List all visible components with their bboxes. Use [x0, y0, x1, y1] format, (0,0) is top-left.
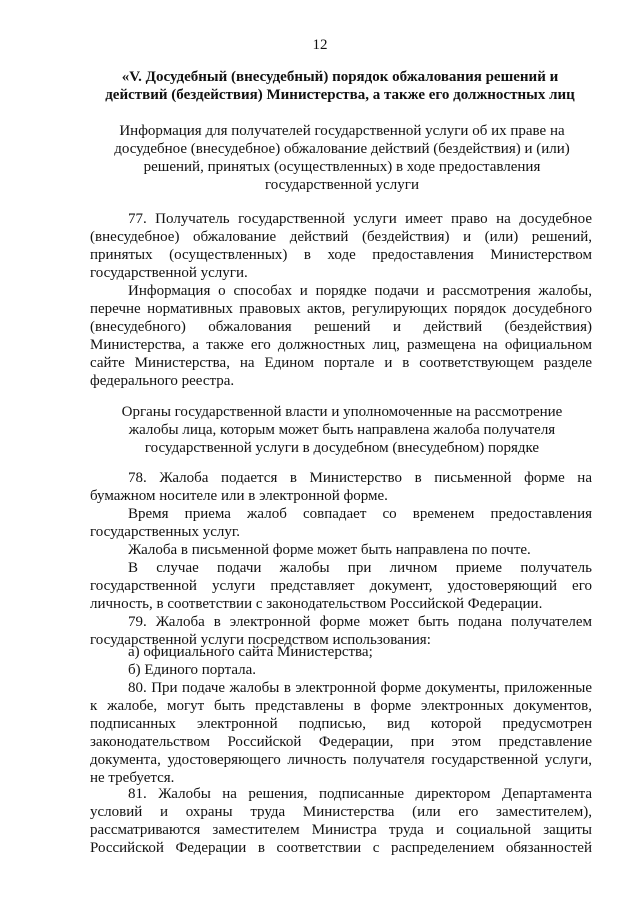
paragraph-79-option-a [90, 643, 592, 661]
paragraph-81 [90, 785, 592, 857]
paragraph-line: Министерства, а также его должностных лиц, размещена на официальном [90, 337, 592, 353]
paragraph-line: рассматриваются заместителем Министра труда и социальной защиты [90, 822, 592, 838]
paragraph-line: принятых (осуществленных) в ходе предоставления Министерством [90, 247, 592, 263]
paragraph-line: 79. Жалоба в электронной форме может быть подана получателем [128, 614, 592, 630]
paragraph-80 [90, 679, 592, 787]
section-title-line: «V. Досудебный (внесудебный) порядок обжалования решений и [121, 69, 559, 85]
paragraph-line: Информация о способах и порядке подачи и рассмотрения жалобы, [128, 283, 592, 299]
subheading-line: досудебное (внесудебное) обжалование действий (бездействия) и (или) [114, 141, 570, 157]
subheading-line: решений, принятых (осуществленных) в ходе предоставления [143, 159, 541, 175]
paragraph-line: бумажном носителе или в электронной форме. [90, 488, 388, 504]
paragraph-line: к жалобе, могут быть представлены в форме электронных документов, [90, 698, 592, 714]
section-title [90, 68, 590, 104]
subheading-appeal-rights [92, 122, 592, 194]
paragraph-line: В случае подачи жалобы при личном приеме получатель [128, 560, 592, 576]
paragraph-line: Российской Федерации в соответствии с распределением обязанностей [90, 840, 592, 856]
paragraph-79-option-b [90, 661, 592, 679]
paragraph-77-info [90, 282, 592, 390]
paragraph-line: условий и охраны труда Министерства (или его заместителем), [90, 804, 592, 820]
subheading-authorities [92, 403, 592, 457]
subheading-line: государственной услуги в досудебном (внесудебном) порядке [144, 440, 540, 456]
paragraph-line: (внесудебного) обжалования решений и действий (бездействия) [90, 319, 592, 335]
section-title-line: действий (бездействия) Министерства, а также его должностных лиц [105, 87, 575, 103]
paragraph-line: личность, в соответствии с законодательством Российской Федерации. [90, 596, 543, 612]
paragraph-line: 81. Жалобы на решения, подписанные директором Департамента [128, 786, 592, 802]
subheading-line: государственной услуги [265, 177, 419, 193]
paragraph-line: государственной услуги представляет документ, удостоверяющий его [90, 578, 592, 594]
paragraph-line: подписанных электронной подписью, вид которой предусмотрен [90, 716, 592, 732]
paragraph-77 [90, 210, 592, 282]
paragraph-78-mail [90, 541, 592, 559]
paragraph-78-personal [90, 559, 592, 613]
paragraph-line: законодательством Российской Федерации, при этом представление [90, 734, 592, 750]
page-number: 12 [312, 37, 328, 53]
paragraph-line: государственных услуг. [90, 524, 241, 540]
paragraph-line: документа, удостоверяющего личность получателя государственной услуги, [90, 752, 592, 768]
subheading-line: жалобы лица, которым может быть направлена жалоба получателя [128, 422, 556, 438]
paragraph-line: государственной услуги посредством использования: [90, 632, 431, 648]
paragraph-line: сайте Министерства, на Едином портале и в соответствующем разделе [90, 355, 592, 371]
paragraph-line: не требуется. [90, 770, 175, 786]
paragraph-line: перечне нормативных правовых актов, регулирующих порядок досудебного [90, 301, 592, 317]
paragraph-line: федерального реестра. [90, 373, 235, 389]
subheading-line: Информация для получателей государственной услуги об их праве на [119, 123, 565, 139]
paragraph-line: 80. При подаче жалобы в электронной форме документы, приложенные [128, 680, 592, 696]
paragraph-78-time [90, 505, 592, 541]
paragraph-line: государственной услуги. [90, 265, 248, 281]
paragraph-line: 77. Получатель государственной услуги имеет право на досудебное [128, 211, 592, 227]
paragraph-line: 78. Жалоба подается в Министерство в письменной форме на [128, 470, 592, 486]
paragraph-line: (внесудебное) обжалование действий (бездействия) и (или) решений, [90, 229, 592, 245]
paragraph-78 [90, 469, 592, 505]
paragraph-line: а) официального сайта Министерства; [128, 644, 373, 660]
paragraph-line: Жалоба в письменной форме может быть направлена по почте. [128, 542, 531, 558]
paragraph-line: Время приема жалоб совпадает со временем предоставления [128, 506, 592, 522]
subheading-line: Органы государственной власти и уполномоченные на рассмотрение [121, 404, 563, 420]
paragraph-line: б) Единого портала. [128, 662, 257, 678]
